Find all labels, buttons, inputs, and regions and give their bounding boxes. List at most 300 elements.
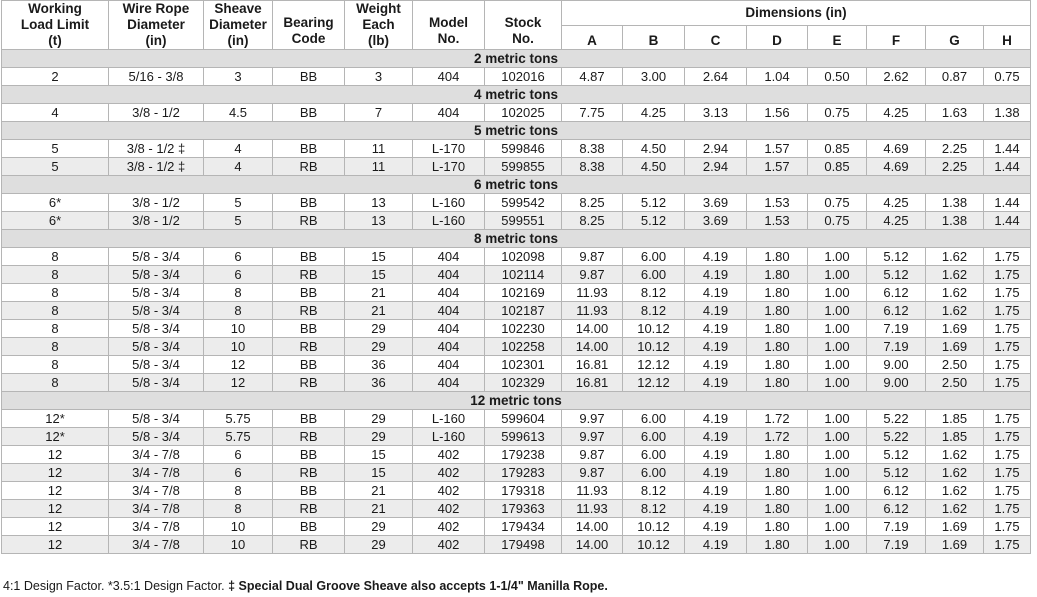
cell-dim-c: 2.94 [685,140,747,158]
cell-stock: 102114 [485,266,562,284]
header-dim-a: A [562,25,623,50]
cell-dim-h: 1.44 [984,212,1031,230]
cell-dim-c: 4.19 [685,302,747,320]
cell-dim-g: 0.87 [926,68,984,86]
cell-dim-g: 1.69 [926,536,984,554]
cell-dim-a: 7.75 [562,104,623,122]
cell-dim-g: 1.62 [926,266,984,284]
cell-dim-e: 1.00 [808,500,867,518]
cell-stock: 599542 [485,194,562,212]
table-row [2,338,1031,356]
table-row [2,374,1031,392]
cell-bearing-code: RB [273,428,345,446]
cell-dim-c: 2.94 [685,158,747,176]
cell-stock: 179238 [485,446,562,464]
cell-dim-b: 10.12 [623,320,685,338]
cell-dim-b: 3.00 [623,68,685,86]
header-dim-f: F [867,25,926,50]
cell-stock: 599846 [485,140,562,158]
cell-sheave-dia: 4.5 [204,104,273,122]
cell-dim-a: 14.00 [562,518,623,536]
cell-bearing-code: BB [273,104,345,122]
header-bearing-code: Bearing Code [273,1,345,50]
cell-dim-a: 8.38 [562,140,623,158]
cell-dim-d: 1.80 [747,500,808,518]
cell-model: 402 [413,482,485,500]
cell-dim-f: 7.19 [867,518,926,536]
cell-stock: 102329 [485,374,562,392]
cell-dim-e: 1.00 [808,302,867,320]
cell-wire-rope-dia: 3/4 - 7/8 [109,446,204,464]
sheave-block-spec-table [1,0,1031,554]
cell-dim-f: 6.12 [867,500,926,518]
cell-wll: 12 [2,464,109,482]
cell-dim-h: 1.44 [984,140,1031,158]
cell-wire-rope-dia: 3/4 - 7/8 [109,464,204,482]
header-weight-each: Weight Each (lb) [345,1,413,50]
cell-weight: 29 [345,536,413,554]
cell-dim-b: 8.12 [623,302,685,320]
cell-dim-h: 1.75 [984,302,1031,320]
cell-bearing-code: BB [273,320,345,338]
cell-dim-d: 1.80 [747,518,808,536]
cell-wll: 8 [2,320,109,338]
cell-dim-c: 4.19 [685,428,747,446]
cell-model: 402 [413,446,485,464]
cell-dim-h: 1.75 [984,374,1031,392]
cell-model: 404 [413,302,485,320]
cell-model: 402 [413,518,485,536]
header-stock-no: Stock No. [485,1,562,50]
cell-dim-c: 4.19 [685,518,747,536]
cell-dim-e: 0.75 [808,212,867,230]
table-row [2,68,1031,86]
cell-dim-b: 10.12 [623,536,685,554]
table-row [2,410,1031,428]
cell-bearing-code: RB [273,266,345,284]
cell-stock: 179434 [485,518,562,536]
table-row [2,302,1031,320]
cell-dim-b: 8.12 [623,284,685,302]
cell-dim-e: 1.00 [808,320,867,338]
cell-stock: 599551 [485,212,562,230]
header-dim-e: E [808,25,867,50]
cell-dim-g: 1.62 [926,464,984,482]
cell-sheave-dia: 12 [204,374,273,392]
cell-weight: 7 [345,104,413,122]
cell-wll: 8 [2,374,109,392]
cell-dim-c: 3.13 [685,104,747,122]
cell-bearing-code: BB [273,248,345,266]
group-header-row [2,176,1031,194]
cell-wire-rope-dia: 3/8 - 1/2 ‡ [109,158,204,176]
cell-dim-e: 1.00 [808,536,867,554]
cell-weight: 11 [345,158,413,176]
cell-bearing-code: BB [273,446,345,464]
cell-wire-rope-dia: 3/4 - 7/8 [109,482,204,500]
footnote [3,578,608,594]
table-row [2,446,1031,464]
cell-dim-a: 16.81 [562,356,623,374]
cell-dim-e: 1.00 [808,428,867,446]
header-sheave-diameter: Sheave Diameter (in) [204,1,273,50]
cell-wire-rope-dia: 3/8 - 1/2 [109,212,204,230]
cell-dim-f: 7.19 [867,320,926,338]
cell-model: 404 [413,284,485,302]
cell-model: L-160 [413,410,485,428]
cell-weight: 21 [345,302,413,320]
cell-dim-d: 1.72 [747,410,808,428]
cell-sheave-dia: 6 [204,266,273,284]
table-row [2,428,1031,446]
cell-wire-rope-dia: 5/16 - 3/8 [109,68,204,86]
cell-stock: 102301 [485,356,562,374]
cell-wire-rope-dia: 3/4 - 7/8 [109,518,204,536]
cell-model: 404 [413,68,485,86]
table-row [2,194,1031,212]
cell-dim-d: 1.80 [747,248,808,266]
table-row [2,320,1031,338]
cell-dim-e: 1.00 [808,482,867,500]
cell-stock: 179318 [485,482,562,500]
group-title: 12 metric tons [2,392,1031,410]
cell-dim-g: 2.50 [926,356,984,374]
cell-dim-g: 1.69 [926,518,984,536]
cell-dim-g: 1.62 [926,482,984,500]
cell-dim-h: 1.75 [984,338,1031,356]
cell-wire-rope-dia: 3/8 - 1/2 ‡ [109,140,204,158]
group-title: 5 metric tons [2,122,1031,140]
cell-dim-h: 1.75 [984,536,1031,554]
cell-dim-b: 4.25 [623,104,685,122]
cell-dim-g: 1.62 [926,446,984,464]
cell-sheave-dia: 5.75 [204,410,273,428]
cell-dim-e: 1.00 [808,464,867,482]
cell-dim-f: 4.69 [867,140,926,158]
cell-dim-d: 1.72 [747,428,808,446]
cell-dim-h: 1.75 [984,518,1031,536]
table-row [2,500,1031,518]
cell-bearing-code: BB [273,284,345,302]
header-dim-b: B [623,25,685,50]
cell-stock: 102016 [485,68,562,86]
cell-sheave-dia: 6 [204,248,273,266]
cell-dim-f: 5.12 [867,464,926,482]
table-row [2,536,1031,554]
header-dim-c: C [685,25,747,50]
cell-dim-f: 2.62 [867,68,926,86]
cell-dim-f: 7.19 [867,338,926,356]
cell-dim-h: 1.75 [984,446,1031,464]
cell-bearing-code: BB [273,68,345,86]
cell-dim-h: 1.75 [984,284,1031,302]
cell-weight: 3 [345,68,413,86]
table-row [2,140,1031,158]
cell-dim-e: 1.00 [808,446,867,464]
cell-sheave-dia: 6 [204,446,273,464]
cell-sheave-dia: 10 [204,536,273,554]
cell-dim-a: 8.25 [562,194,623,212]
cell-bearing-code: RB [273,464,345,482]
cell-bearing-code: BB [273,140,345,158]
cell-sheave-dia: 4 [204,140,273,158]
cell-dim-f: 4.25 [867,104,926,122]
cell-sheave-dia: 5 [204,194,273,212]
cell-wll: 12* [2,428,109,446]
cell-stock: 179498 [485,536,562,554]
cell-dim-b: 8.12 [623,500,685,518]
table-row [2,212,1031,230]
cell-model: 404 [413,338,485,356]
cell-dim-g: 1.62 [926,500,984,518]
cell-dim-e: 1.00 [808,248,867,266]
cell-model: 402 [413,536,485,554]
cell-stock: 102187 [485,302,562,320]
cell-dim-h: 1.75 [984,410,1031,428]
cell-bearing-code: RB [273,212,345,230]
cell-dim-d: 1.80 [747,338,808,356]
cell-dim-a: 14.00 [562,320,623,338]
cell-wll: 6* [2,194,109,212]
cell-dim-c: 4.19 [685,482,747,500]
cell-sheave-dia: 12 [204,356,273,374]
cell-model: 402 [413,500,485,518]
cell-dim-h: 1.75 [984,500,1031,518]
cell-dim-f: 4.25 [867,212,926,230]
cell-weight: 11 [345,140,413,158]
cell-dim-h: 1.75 [984,248,1031,266]
cell-wll: 12 [2,518,109,536]
cell-dim-f: 5.12 [867,446,926,464]
cell-wll: 5 [2,140,109,158]
cell-dim-a: 9.87 [562,464,623,482]
footnote-dual-groove: ‡ Special Dual Groove Sheave also accepts 1-1/4" Manilla Rope. [228,579,608,593]
cell-dim-g: 2.50 [926,374,984,392]
cell-dim-b: 10.12 [623,518,685,536]
cell-model: L-170 [413,140,485,158]
cell-sheave-dia: 8 [204,482,273,500]
group-header-row [2,86,1031,104]
cell-dim-f: 4.25 [867,194,926,212]
cell-wll: 8 [2,356,109,374]
cell-weight: 36 [345,374,413,392]
cell-dim-c: 4.19 [685,446,747,464]
cell-model: L-160 [413,194,485,212]
cell-dim-a: 9.97 [562,410,623,428]
cell-bearing-code: RB [273,500,345,518]
header-dim-g: G [926,25,984,50]
cell-dim-e: 0.75 [808,104,867,122]
cell-dim-c: 4.19 [685,356,747,374]
cell-model: 404 [413,356,485,374]
cell-dim-f: 7.19 [867,536,926,554]
cell-weight: 15 [345,266,413,284]
cell-dim-c: 4.19 [685,536,747,554]
cell-weight: 21 [345,482,413,500]
cell-dim-c: 3.69 [685,212,747,230]
cell-dim-c: 4.19 [685,248,747,266]
cell-bearing-code: RB [273,536,345,554]
cell-dim-g: 1.38 [926,194,984,212]
cell-dim-c: 4.19 [685,410,747,428]
cell-dim-c: 4.19 [685,464,747,482]
cell-dim-h: 1.44 [984,194,1031,212]
cell-dim-g: 1.85 [926,428,984,446]
cell-sheave-dia: 6 [204,464,273,482]
cell-bearing-code: BB [273,518,345,536]
cell-dim-e: 1.00 [808,374,867,392]
cell-dim-d: 1.80 [747,536,808,554]
cell-dim-h: 1.75 [984,428,1031,446]
cell-sheave-dia: 8 [204,500,273,518]
table-row [2,104,1031,122]
cell-dim-a: 14.00 [562,536,623,554]
cell-dim-h: 1.75 [984,320,1031,338]
group-header-row [2,122,1031,140]
header-working-load-limit: Working Load Limit (t) [2,1,109,50]
cell-stock: 102230 [485,320,562,338]
cell-dim-b: 6.00 [623,248,685,266]
cell-dim-a: 11.93 [562,302,623,320]
cell-wire-rope-dia: 5/8 - 3/4 [109,248,204,266]
cell-wll: 8 [2,266,109,284]
cell-dim-a: 8.38 [562,158,623,176]
cell-dim-a: 9.97 [562,428,623,446]
cell-weight: 15 [345,464,413,482]
cell-wll: 12 [2,500,109,518]
cell-dim-e: 0.50 [808,68,867,86]
cell-wll: 8 [2,284,109,302]
cell-wire-rope-dia: 5/8 - 3/4 [109,284,204,302]
cell-sheave-dia: 4 [204,158,273,176]
cell-dim-b: 6.00 [623,464,685,482]
table-row [2,284,1031,302]
cell-wire-rope-dia: 5/8 - 3/4 [109,302,204,320]
cell-bearing-code: BB [273,410,345,428]
cell-dim-a: 11.93 [562,284,623,302]
cell-wll: 12 [2,446,109,464]
table-row [2,482,1031,500]
cell-dim-d: 1.80 [747,302,808,320]
cell-dim-f: 5.12 [867,248,926,266]
cell-dim-a: 11.93 [562,482,623,500]
cell-dim-c: 4.19 [685,320,747,338]
cell-wll: 12 [2,482,109,500]
cell-bearing-code: RB [273,302,345,320]
cell-wire-rope-dia: 5/8 - 3/4 [109,266,204,284]
cell-model: L-160 [413,428,485,446]
cell-dim-a: 8.25 [562,212,623,230]
cell-dim-e: 1.00 [808,518,867,536]
cell-weight: 15 [345,248,413,266]
cell-dim-b: 10.12 [623,338,685,356]
cell-dim-a: 14.00 [562,338,623,356]
cell-sheave-dia: 8 [204,302,273,320]
cell-wll: 4 [2,104,109,122]
cell-dim-c: 4.19 [685,284,747,302]
table-body [2,50,1031,554]
cell-dim-d: 1.57 [747,158,808,176]
cell-dim-c: 3.69 [685,194,747,212]
cell-dim-g: 1.63 [926,104,984,122]
cell-dim-a: 16.81 [562,374,623,392]
cell-dim-c: 4.19 [685,338,747,356]
cell-sheave-dia: 8 [204,284,273,302]
cell-dim-b: 6.00 [623,446,685,464]
cell-dim-h: 1.75 [984,356,1031,374]
cell-dim-f: 5.22 [867,410,926,428]
cell-dim-f: 5.12 [867,266,926,284]
cell-dim-h: 1.75 [984,266,1031,284]
table-row [2,518,1031,536]
header-dim-d: D [747,25,808,50]
footnote-design-factors: 4:1 Design Factor. *3.5:1 Design Factor. [3,579,229,593]
group-header-row [2,50,1031,68]
cell-dim-c: 4.19 [685,374,747,392]
cell-dim-h: 1.75 [984,482,1031,500]
group-title: 8 metric tons [2,230,1031,248]
cell-dim-e: 0.75 [808,194,867,212]
cell-weight: 29 [345,518,413,536]
cell-weight: 36 [345,356,413,374]
cell-dim-h: 1.75 [984,464,1031,482]
cell-dim-b: 12.12 [623,356,685,374]
cell-dim-d: 1.80 [747,482,808,500]
cell-sheave-dia: 5.75 [204,428,273,446]
cell-dim-h: 1.44 [984,158,1031,176]
cell-bearing-code: RB [273,338,345,356]
cell-dim-f: 6.12 [867,302,926,320]
table-row [2,356,1031,374]
cell-weight: 13 [345,194,413,212]
cell-model: 404 [413,248,485,266]
cell-model: 404 [413,320,485,338]
table-row [2,248,1031,266]
cell-stock: 599613 [485,428,562,446]
cell-wll: 12* [2,410,109,428]
cell-weight: 29 [345,428,413,446]
cell-dim-e: 1.00 [808,266,867,284]
cell-dim-b: 12.12 [623,374,685,392]
cell-bearing-code: BB [273,194,345,212]
group-title: 4 metric tons [2,86,1031,104]
cell-wire-rope-dia: 3/8 - 1/2 [109,104,204,122]
header-dimensions: Dimensions (in) [562,1,1031,26]
cell-model: L-160 [413,212,485,230]
cell-wire-rope-dia: 5/8 - 3/4 [109,410,204,428]
cell-dim-d: 1.53 [747,212,808,230]
cell-dim-d: 1.04 [747,68,808,86]
cell-dim-f: 9.00 [867,374,926,392]
header-wire-rope-diameter: Wire Rope Diameter (in) [109,1,204,50]
cell-dim-a: 4.87 [562,68,623,86]
cell-bearing-code: BB [273,482,345,500]
cell-wll: 8 [2,302,109,320]
cell-weight: 29 [345,410,413,428]
cell-wire-rope-dia: 3/4 - 7/8 [109,500,204,518]
group-header-row [2,392,1031,410]
cell-dim-a: 9.87 [562,446,623,464]
cell-wire-rope-dia: 3/4 - 7/8 [109,536,204,554]
cell-dim-h: 0.75 [984,68,1031,86]
cell-stock: 102258 [485,338,562,356]
cell-dim-f: 6.12 [867,482,926,500]
cell-bearing-code: RB [273,158,345,176]
cell-wll: 8 [2,248,109,266]
cell-dim-a: 11.93 [562,500,623,518]
cell-stock: 102098 [485,248,562,266]
cell-dim-g: 2.25 [926,158,984,176]
